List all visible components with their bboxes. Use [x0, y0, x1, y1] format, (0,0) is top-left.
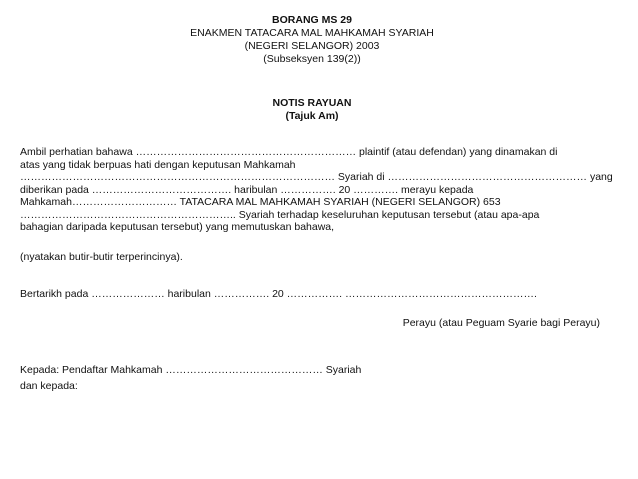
paragraph-line: atas yang tidak berpuas hati dengan keputusan Mahkamah: [20, 158, 296, 171]
form-header: [0, 14, 638, 66]
paragraph-line: bahagian daripada keputusan tersebut) yang memutuskan bahawa,: [20, 221, 335, 233]
and-to-text: dan kepada:: [20, 379, 78, 392]
dated-line: [20, 288, 620, 301]
form-number: BORANG MS 29: [272, 14, 352, 26]
paragraph-line: diberikan pada …………………………………. haribulan ……………. 20 …………. merayu kepada: [20, 183, 474, 196]
particulars-line: [20, 251, 620, 264]
paragraph-line: Ambil perhatian bahawa ……………………………………………………… plaintif (atau defendan) yang dinamakan di: [20, 146, 558, 158]
paragraph-line: Mahkamah………………………… TATACARA MAL MAHKAMAH SYARIAH (NEGERI SELANGOR) 653: [20, 196, 501, 208]
paragraph-line: …………………………………………………….. Syariah terhadap keseluruhan keputusan tersebut (atau apa-apa: [20, 208, 540, 221]
notice-title: NOTIS RAYUAN: [272, 97, 352, 109]
subsection: (Subseksyen 139(2)): [263, 53, 361, 65]
recipients: [20, 364, 620, 392]
dated-text: Bertarikh pada ………………… haribulan ……………. 20 ……………. ……………………………………………….: [20, 288, 537, 300]
notice-subtitle: (Tajuk Am): [285, 110, 339, 122]
to-registrar-text: Kepada: Pendaftar Mahkamah ……………………………………… Syariah: [20, 364, 362, 376]
appeal-paragraph: [20, 146, 620, 234]
notice-heading: [0, 97, 638, 123]
paragraph-line: ……………………………………………………………………………… Syariah di ………………………………………………… yang: [20, 171, 613, 183]
signatory-line: Perayu (atau Peguam Syarie bagi Perayu): [402, 317, 600, 329]
particulars-text: (nyatakan butir-butir terperincinya).: [20, 251, 183, 263]
state-year: (NEGERI SELANGOR) 2003: [244, 40, 380, 52]
enactment-title: ENAKMEN TATACARA MAL MAHKAMAH SYARIAH: [190, 27, 434, 39]
